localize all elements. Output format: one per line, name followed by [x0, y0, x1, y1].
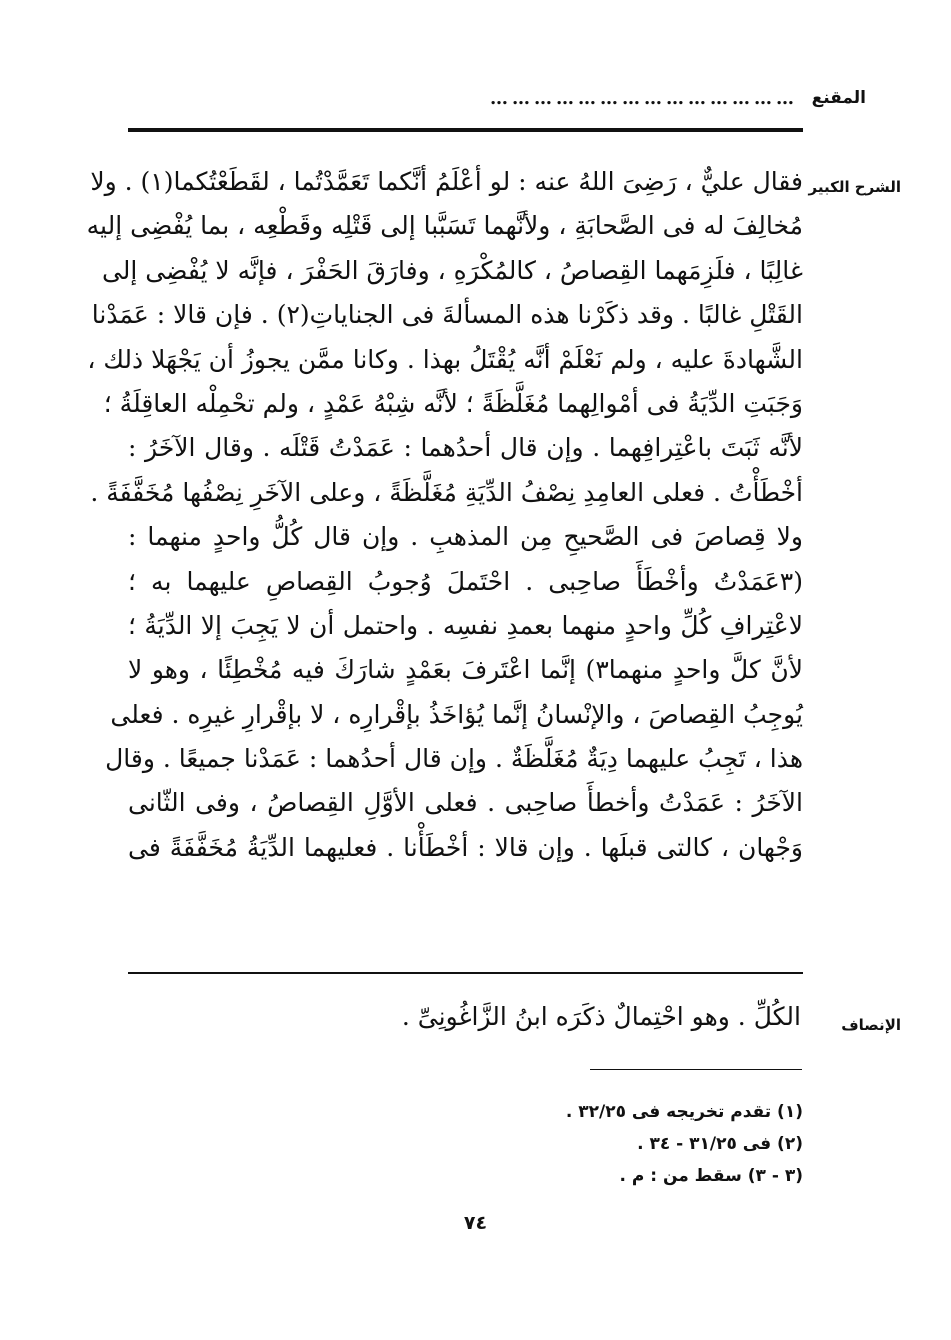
- footnote-2: (٢) فى ٣١/٢٥ - ٣٤ .: [637, 1134, 803, 1154]
- text-line: أخْطَأْتُ . فعلى العامِدِ نِصْفُ الدِّيَةِ مُغَلَّظَةً ، وعلى الآخَرِ نِصْفُها مُخَفَّفَةً .: [90, 477, 803, 507]
- page-number: ٧٤: [463, 1212, 488, 1234]
- text-line: وَجَبَتِ الدِّيَةُ فى أمْوالِهما مُغَلَّظَةً ؛ لأنَّه شِبْهُ عَمْدٍ ، ولم تحْمِلْه العاقِلَةُ ؛: [103, 388, 803, 418]
- text-line: القَتْلِ غالبًا . وقد ذكَرْنا هذه المسألةَ فى الجناياتِ(٢) . فإن قالا : عَمَدْنا: [91, 300, 803, 330]
- margin-label-sharh: الشرح الكبير: [808, 178, 901, 196]
- text-line: مُخالِفَ له فى الصَّحابَةِ ، ولأنَّهما تَسَبَّبا إلى قَتْلِه وقَطْعِه ، بما يُفْضِى إليه: [86, 211, 803, 241]
- header-rule: [128, 128, 803, 132]
- footnote-3: (٣ - ٣) سقط من : م .: [619, 1166, 803, 1186]
- text-line: هذا ، تَجِبُ عليهما دِيَةٌ مُغَلَّظَةٌ . وإن قال أحدُهما : عَمَدْنا جميعًا . وقال: [105, 744, 803, 774]
- text-line: لأنَّه ثَبَتَ باعْتِرافِهما . وإن قال أحدُهما : عَمَدْتُ قَتْلَه . وقال الآخَرُ :: [128, 433, 803, 463]
- section-separator-rule: [128, 972, 803, 974]
- text-line: وَجْهان ، كالتى قبلَها . وإن قالا : أخْطَأْنا . فعليهما الدِّيَةُ مُخَفَّفَةً فى: [128, 832, 803, 862]
- footnote-rule: [590, 1069, 802, 1070]
- text-line: غالِبًا ، فلَزِمَهما القِصاصُ ، كالمُكْرَهِ ، وفارَقَ الحَفْرَ ، فإنَّه لا يُفْضِى إلى: [101, 255, 803, 285]
- text-line: الشَّهادةَ عليه ، ولم نَعْلَمْ أنَّه يُقْتَلُ بهذا . وكانا ممَّن يجوزُ أن يَجْهَلا ذلك ،: [87, 344, 803, 374]
- margin-label-insaf: الإنصاف: [841, 1016, 901, 1034]
- text-line: يُوجِبُ القِصاصَ ، والإنْسانُ إنَّما يُؤاخَذُ بإقْرارِه ، لا بإقْرارِ غيرِه . فعلى: [110, 699, 803, 729]
- running-title: المقنع: [811, 88, 866, 108]
- leader-dots: ……………………………………: [490, 88, 798, 109]
- text-line: الآخَرُ : عَمَدْتُ وأخطأَ صاحِبى . فعلى الأوَّلِ القِصاصُ ، وفى الثّانى: [128, 788, 803, 818]
- footnotes: [566, 1096, 803, 1192]
- text-line: لأنَّ كلَّ واحدٍ منهما٣) إنَّما اعْتَرفَ بعَمْدٍ شارَكَ فيه مُخْطِئًا ، وهو لا: [128, 655, 804, 685]
- text-line: ولا قِصاصَ فى الصَّحيحِ مِن المذهبِ . وإن قال كُلُّ واحدٍ منهما :: [128, 522, 803, 552]
- text-line: لاعْتِرافِ كُلِّ واحدٍ منهما بعمدِ نفسِه . واحتمل أن لا يَجِبَ إلا الدِّيَةُ ؛: [128, 610, 803, 640]
- main-text-block: [86, 160, 804, 870]
- text-line: (٣عَمَدْتُ وأخْطَأَ صاحِبى . احْتَملَ وُجوبُ القِصاصِ عليهما به ؛: [128, 566, 803, 596]
- footnote-1: (١) تقدم تخريجه فى ٣٢/٢٥ .: [565, 1102, 803, 1122]
- insaf-text: الكُلِّ . وهو احْتِمالٌ ذكَرَه ابنُ الزَّاغُونِىِّ .: [401, 1002, 801, 1031]
- text-line: فقال عليٌّ ، رَضِىَ اللهُ عنه : لو أعْلَمُ أنَّكما تَعَمَّدْتُما ، لقَطَعْتُكما(١) . ولا: [90, 167, 803, 196]
